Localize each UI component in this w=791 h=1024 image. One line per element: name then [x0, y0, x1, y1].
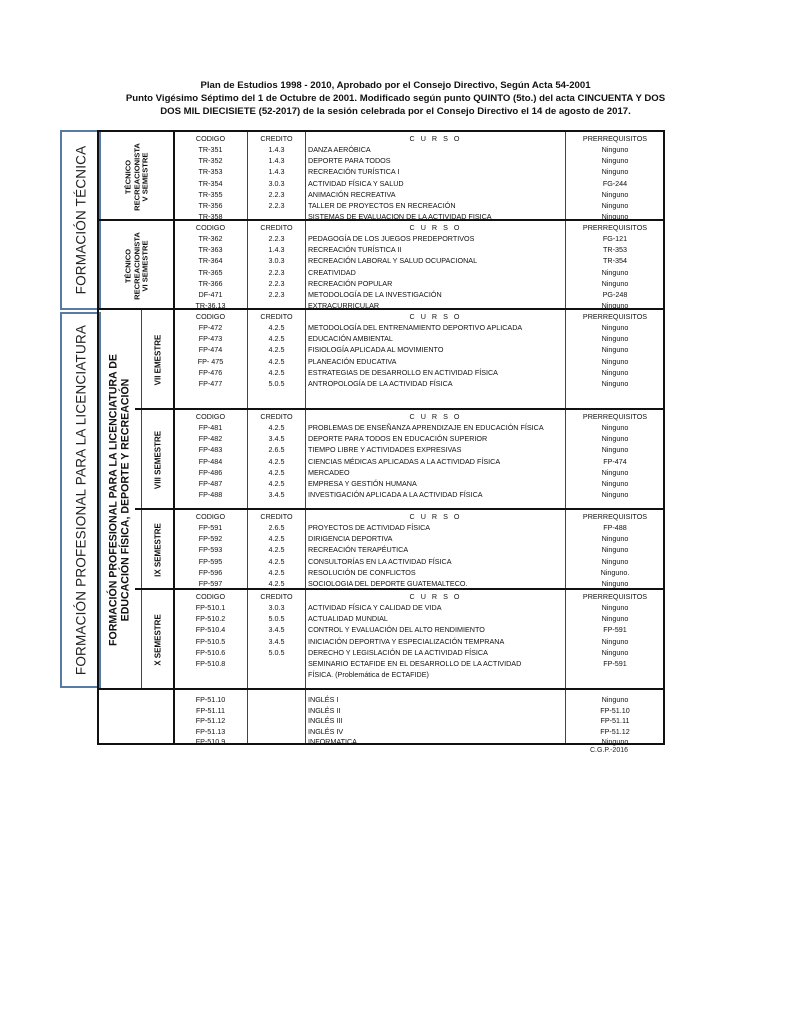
course-code: FP- 475 [197, 356, 224, 366]
course-prereq: Ninguno [601, 167, 629, 177]
group-label-line: FORMACIÓN PROFESIONAL PARA LA LICENCIATURA DE [107, 354, 120, 646]
course-credit: 1.4.3 [268, 156, 285, 166]
course-prereq: Ninguno [601, 636, 629, 646]
course-prereq: Ninguno [601, 737, 629, 746]
course-credit: 1.4.3 [268, 145, 285, 154]
course-name: ACTIVIDAD FÍSICA Y SALUD [308, 178, 404, 188]
course-name: INFORMATICA [308, 737, 357, 746]
course-code: FP-592 [198, 534, 223, 544]
course-credit: 4.2.5 [268, 556, 285, 566]
course-credit: 2.2.3 [268, 234, 285, 243]
course-credit [248, 300, 305, 311]
course-code: FP-482 [198, 434, 223, 444]
course-name: DEPORTE PARA TODOS [308, 156, 391, 166]
column-header-curso: C U R S O [409, 412, 462, 421]
column-header-codigo: CODIGO [195, 512, 226, 521]
course-name: CONTROL Y EVALUACIÓN DEL ALTO RENDIMIENTO [308, 625, 485, 635]
course-credit [248, 211, 305, 222]
section-divider [99, 688, 663, 690]
course-prereq [567, 669, 663, 680]
course-code: FP-477 [198, 379, 223, 388]
group-label-line: RECREACIONISTA [131, 142, 141, 211]
course-code: TR-354 [198, 178, 223, 188]
group-label-licenciatura [99, 310, 141, 690]
course-prereq: Ninguno [601, 479, 629, 488]
course-prereq: FP-591 [603, 659, 627, 668]
curriculum-table [97, 130, 665, 745]
course-credit: 5.0.5 [268, 379, 285, 388]
course-code: FP-486 [198, 467, 223, 477]
course-code: TR-36.13 [195, 301, 226, 311]
course-credit: 4.2.5 [268, 367, 285, 377]
course-prereq: Ninguno [601, 534, 629, 544]
course-name: DERECHO Y LEGISLACIÓN DE LA ACTIVIDAD FÍSICA [308, 647, 488, 657]
course-credit [248, 669, 305, 680]
group-label-line: EDUCACIÓN FÍSICA, DEPORTE Y RECREACIÓN [119, 378, 131, 622]
course-prereq: FG-121 [602, 234, 628, 243]
course-credit: 3.0.3 [268, 178, 285, 188]
course-name: INGLÉS III [308, 716, 343, 725]
course-code: DF-471 [198, 290, 223, 299]
column-header-prerrequisitos: PRERREQUISITOS [582, 512, 648, 521]
course-credit: 4.2.5 [268, 545, 285, 555]
column-header-prerrequisitos: PRERREQUISITOS [582, 223, 648, 232]
course-name: FISIOLOGÍA APLICADA AL MOVIMIENTO [308, 345, 444, 355]
course-name: RECREACIÓN LABORAL Y SALUD OCUPACIONAL [308, 256, 478, 266]
course-credit [248, 705, 305, 716]
course-credit: 2.2.3 [268, 290, 285, 299]
course-name: RECREACIÓN TURÍSTICA II [308, 245, 402, 255]
course-code: FP-487 [198, 479, 223, 488]
footer-note: C.G.P.-2016 [590, 747, 629, 754]
course-name: SEMINARIO ECTAFIDE EN EL DESARROLLO DE LA ACTIVIDAD [308, 659, 522, 668]
course-prereq: Ninguno [601, 323, 629, 332]
course-code: FP-510.6 [195, 647, 226, 657]
course-prereq: FP-51.12 [600, 726, 630, 736]
course-name: TALLER DE PROYECTOS EN RECREACIÓN [308, 201, 456, 210]
side-label-text: FORMACIÓN TÉCNICA [73, 145, 88, 295]
course-code: FP-51.13 [195, 726, 226, 736]
course-prereq: Ninguno [601, 556, 629, 566]
course-credit: 4.2.5 [268, 356, 285, 366]
course-prereq: Ninguno [601, 695, 629, 704]
course-credit: 4.2.5 [268, 534, 285, 544]
course-prereq: Ninguno [601, 267, 629, 277]
group-label-line: TÉCNICO [122, 248, 132, 283]
course-prereq: Ninguno [601, 201, 629, 210]
course-code: TR-362 [198, 234, 223, 243]
group-label-line: TÉCNICO [122, 159, 132, 194]
semester-label-vii: VII EMESTRE [153, 334, 162, 386]
course-prereq: Ninguno [601, 467, 629, 477]
course-prereq: TR-353 [603, 245, 627, 255]
course-credit: 3.4.5 [268, 625, 285, 635]
section-divider [135, 508, 663, 510]
course-credit: 3.0.3 [268, 256, 285, 266]
course-credit: 3.0.3 [268, 603, 285, 612]
course-code: FP-476 [198, 367, 223, 377]
course-credit: 3.4.5 [268, 490, 285, 500]
course-credit: 2.6.5 [268, 523, 285, 532]
course-name: INVESTIGACIÓN APLICADA A LA ACTIVIDAD FÍSICA [308, 490, 483, 500]
course-code: FP-483 [198, 445, 223, 455]
course-prereq: Ninguno [601, 445, 629, 455]
column-header-credito: CREDITO [260, 592, 293, 601]
course-code: FP-593 [198, 545, 223, 555]
course-code: FP-484 [198, 456, 223, 466]
header-line-2: Punto Vigésimo Séptimo del 1 de Octubre de 2001. Modificado según punto QUINTO (5to.) del acta CINCUENTA Y DOS [125, 93, 666, 104]
course-prereq: Ninguno [601, 490, 629, 500]
course-code: FP-597 [198, 579, 223, 588]
course-code: TR-355 [198, 189, 223, 199]
group-label-tecnico-v [99, 132, 174, 221]
course-prereq: FP-591 [603, 625, 627, 635]
course-code: FP-510.4 [195, 625, 226, 635]
header-line-3: DOS MIL DIECISIETE (52-2017) de la sesión celebrada por el Consejo Directivo el 14 de agosto de 2017. [160, 106, 631, 117]
course-prereq: FP-51.10 [600, 705, 630, 715]
course-code: FP-596 [198, 567, 223, 577]
course-name: INGLÉS II [308, 705, 341, 715]
course-name: ESTRATEGIAS DE DESARROLLO EN ACTIVIDAD FÍSICA [308, 367, 498, 377]
course-code: FP-474 [198, 345, 223, 355]
column-header-codigo: CODIGO [195, 223, 226, 232]
course-prereq: Ninguno [601, 145, 629, 154]
course-name: ANTROPOLOGÍA DE LA ACTIVIDAD FÍSICA [308, 379, 453, 388]
course-prereq: Ninguno [601, 647, 629, 657]
course-credit [248, 694, 305, 705]
course-credit: 4.2.5 [268, 579, 285, 588]
section-divider [135, 408, 663, 410]
side-label-formacion-licenciatura [60, 312, 101, 688]
column-divider [565, 132, 566, 743]
course-name: METODOLOGÍA DE LA INVESTIGACIÓN [308, 290, 442, 299]
column-header-prerrequisitos: PRERREQUISITOS [582, 312, 648, 321]
course-credit: 2.2.3 [268, 278, 285, 288]
course-credit: 4.2.5 [268, 345, 285, 355]
semester-label-x: X SEMESTRE [153, 614, 162, 666]
course-prereq: PG-248 [602, 290, 628, 299]
course-name: SISTEMAS DE EVALUACION DE LA ACTIVIDAD FISICA [308, 212, 492, 222]
course-credit: 2.6.5 [268, 445, 285, 455]
course-credit [248, 736, 305, 747]
header-line-1: Plan de Estudios 1998 - 2010, Aprobado por el Consejo Directivo, Según Acta 54-2001 [200, 80, 591, 91]
side-label-formacion-tecnica [60, 130, 101, 310]
course-prereq: FP-51.11 [600, 716, 630, 725]
course-name: SOCIOLOGIA DEL DEPORTE GUATEMALTECO. [308, 579, 468, 588]
course-name: DIRIGENCIA DEPORTIVA [308, 534, 393, 544]
course-credit: 3.4.5 [268, 434, 285, 444]
column-header-curso: C U R S O [409, 512, 462, 521]
course-credit [248, 658, 305, 669]
course-prereq: Ninguno [601, 434, 629, 444]
course-code: TR-363 [198, 245, 223, 255]
side-label-text: FORMACIÓN PROFESIONAL PARA LA LICENCIATURA [73, 324, 88, 676]
column-divider [141, 310, 142, 690]
course-name: DEPORTE PARA TODOS EN EDUCACIÓN SUPERIOR [308, 434, 488, 444]
course-credit: 1.4.3 [268, 245, 285, 255]
course-credit: 3.4.5 [268, 636, 285, 646]
course-code [174, 669, 247, 680]
course-credit: 4.2.5 [268, 567, 285, 577]
course-prereq: Ninguno [601, 614, 629, 624]
column-header-codigo: CODIGO [195, 412, 226, 421]
course-code: TR-366 [198, 278, 223, 288]
course-name: INGLÉS IV [308, 726, 344, 736]
group-label-line: V SEMESTRE [139, 152, 149, 201]
column-header-credito: CREDITO [260, 134, 293, 143]
column-header-codigo: CODIGO [195, 312, 226, 321]
group-label-line: RECREACIONISTA [131, 231, 141, 300]
course-name: RECREACIÓN TERAPÉUTICA [308, 545, 409, 555]
course-credit: 4.2.5 [268, 323, 285, 332]
course-prereq: Ninguno [601, 334, 629, 344]
course-credit: 4.2.5 [268, 479, 285, 488]
course-credit: 4.2.5 [268, 456, 285, 466]
course-name: PEDAGOGÍA DE LOS JUEGOS PREDEPORTIVOS [308, 234, 475, 243]
course-name: DANZA AERÓBICA [308, 145, 371, 154]
course-code: FP-510.2 [195, 614, 226, 624]
course-code: FP-481 [198, 423, 223, 432]
course-prereq: TR-354 [603, 256, 627, 266]
course-code: FP-473 [198, 334, 223, 344]
group-label-line: VI SEMESTRE [139, 239, 149, 292]
group-label-tecnico-vi [99, 221, 174, 310]
column-header-prerrequisitos: PRERREQUISITOS [582, 134, 648, 143]
course-code: TR-365 [198, 267, 223, 277]
course-credit: 1.4.3 [268, 167, 285, 177]
column-header-credito: CREDITO [260, 512, 293, 521]
course-name: TIEMPO LIBRE Y ACTIVIDADES EXPRESIVAS [308, 445, 462, 455]
course-code: FP-51.12 [195, 716, 226, 725]
course-name: ACTIVIDAD FÍSICA Y CALIDAD DE VIDA [308, 603, 442, 612]
column-header-credito: CREDITO [260, 412, 293, 421]
course-credit [248, 726, 305, 737]
course-prereq: Ninguno [601, 423, 629, 432]
course-credit: 5.0.5 [268, 614, 285, 624]
course-name: ANIMACIÓN RECREATIVA [308, 189, 396, 199]
course-name: CREATIVIDAD [308, 267, 356, 277]
course-name: METODOLOGÍA DEL ENTRENAMIENTO DEPORTIVO APLICADA [308, 323, 523, 332]
course-prereq: Ninguno [601, 356, 629, 366]
course-code: FP-510.1 [195, 603, 226, 612]
semester-label-ix: IX SEMESTRE [153, 523, 162, 577]
course-prereq: Ninguno [601, 379, 629, 388]
course-name: RESOLUCIÓN DE CONFLICTOS [308, 567, 416, 577]
column-header-curso: C U R S O [409, 592, 462, 601]
semester-label-viii: VIII SEMESTRE [153, 430, 162, 490]
course-name: FÍSICA. (Problemática de ECTAFIDE) [308, 670, 429, 680]
column-header-credito: CREDITO [260, 223, 293, 232]
course-prereq: FP-488 [603, 523, 627, 532]
course-code: TR-358 [198, 212, 223, 222]
course-credit: 2.2.3 [268, 267, 285, 277]
course-prereq: Ninguno [601, 579, 629, 588]
column-header-prerrequisitos: PRERREQUISITOS [582, 592, 648, 601]
column-header-codigo: CODIGO [195, 592, 226, 601]
course-prereq: Ninguno [601, 345, 629, 355]
course-code: FP-595 [198, 556, 223, 566]
course-prereq: Ninguno [601, 212, 629, 222]
course-code: FP-472 [198, 323, 223, 332]
course-prereq: Ninguno [601, 367, 629, 377]
column-header-curso: C U R S O [409, 312, 462, 321]
course-prereq: Ninguno [601, 189, 629, 199]
course-prereq: Ninguno. [600, 567, 630, 577]
course-code: TR-352 [198, 156, 223, 166]
course-code: TR-351 [198, 145, 223, 154]
course-code: FP-510.9 [195, 737, 226, 746]
column-header-credito: CREDITO [260, 312, 293, 321]
course-name: EDUCACIÓN AMBIENTAL [308, 334, 393, 344]
column-header-codigo: CODIGO [195, 134, 226, 143]
course-code: FP-510.5 [195, 636, 226, 646]
course-prereq: Ninguno [601, 301, 629, 311]
course-name: ACTUALIDAD MUNDIAL [308, 614, 388, 624]
course-name: INGLÉS I [308, 695, 339, 704]
course-name: PROYECTOS DE ACTIVIDAD FÍSICA [308, 523, 431, 532]
course-prereq: Ninguno [601, 545, 629, 555]
column-header-curso: C U R S O [409, 134, 462, 143]
course-credit [248, 715, 305, 726]
course-prereq: Ninguno [601, 278, 629, 288]
course-credit: 4.2.5 [268, 334, 285, 344]
course-code: FP-591 [198, 523, 223, 532]
course-name: RECREACIÓN POPULAR [308, 278, 393, 288]
course-credit: 2.2.3 [268, 201, 285, 210]
course-name: RECREACIÓN TURÍSTICA I [308, 167, 400, 177]
course-credit: 4.2.5 [268, 423, 285, 432]
course-code: TR-356 [198, 201, 223, 210]
course-name: PROBLEMAS DE ENSEÑANZA APRENDIZAJE EN EDUCACIÓN FÍSICA [308, 423, 544, 432]
course-code: TR-364 [198, 256, 223, 266]
course-prereq: Ninguno [601, 603, 629, 612]
course-prereq: Ninguno [601, 156, 629, 166]
column-header-prerrequisitos: PRERREQUISITOS [582, 412, 648, 421]
course-name: EMPRESA Y GESTIÓN HUMANA [308, 479, 417, 488]
course-code: TR-353 [198, 167, 223, 177]
course-code: FP-51.11 [195, 705, 226, 715]
course-code: FP-488 [198, 490, 223, 500]
course-code: FP-510.8 [195, 659, 226, 668]
column-divider [305, 132, 306, 743]
course-name: CONSULTORÍAS EN LA ACTIVIDAD FÍSICA [308, 556, 452, 566]
course-credit: 2.2.3 [268, 189, 285, 199]
course-credit: 4.2.5 [268, 467, 285, 477]
course-name: MERCADEO [308, 467, 350, 477]
course-name: CIENCIAS MÉDICAS APLICADAS A LA ACTIVIDAD FÍSICA [308, 456, 501, 466]
course-credit: 5.0.5 [268, 647, 285, 657]
course-prereq: FG-244 [602, 178, 628, 188]
course-name: EXTRACURRICULAR [308, 301, 380, 311]
column-header-curso: C U R S O [409, 223, 462, 232]
course-name: PLANEACIÓN EDUCATIVA [308, 356, 397, 366]
course-name: INICIACIÓN DEPORTIVA Y ESPECIALIZACIÓN TEMPRANA [308, 636, 505, 646]
course-prereq: FP-474 [603, 456, 627, 466]
course-code: FP-51.10 [195, 695, 226, 704]
